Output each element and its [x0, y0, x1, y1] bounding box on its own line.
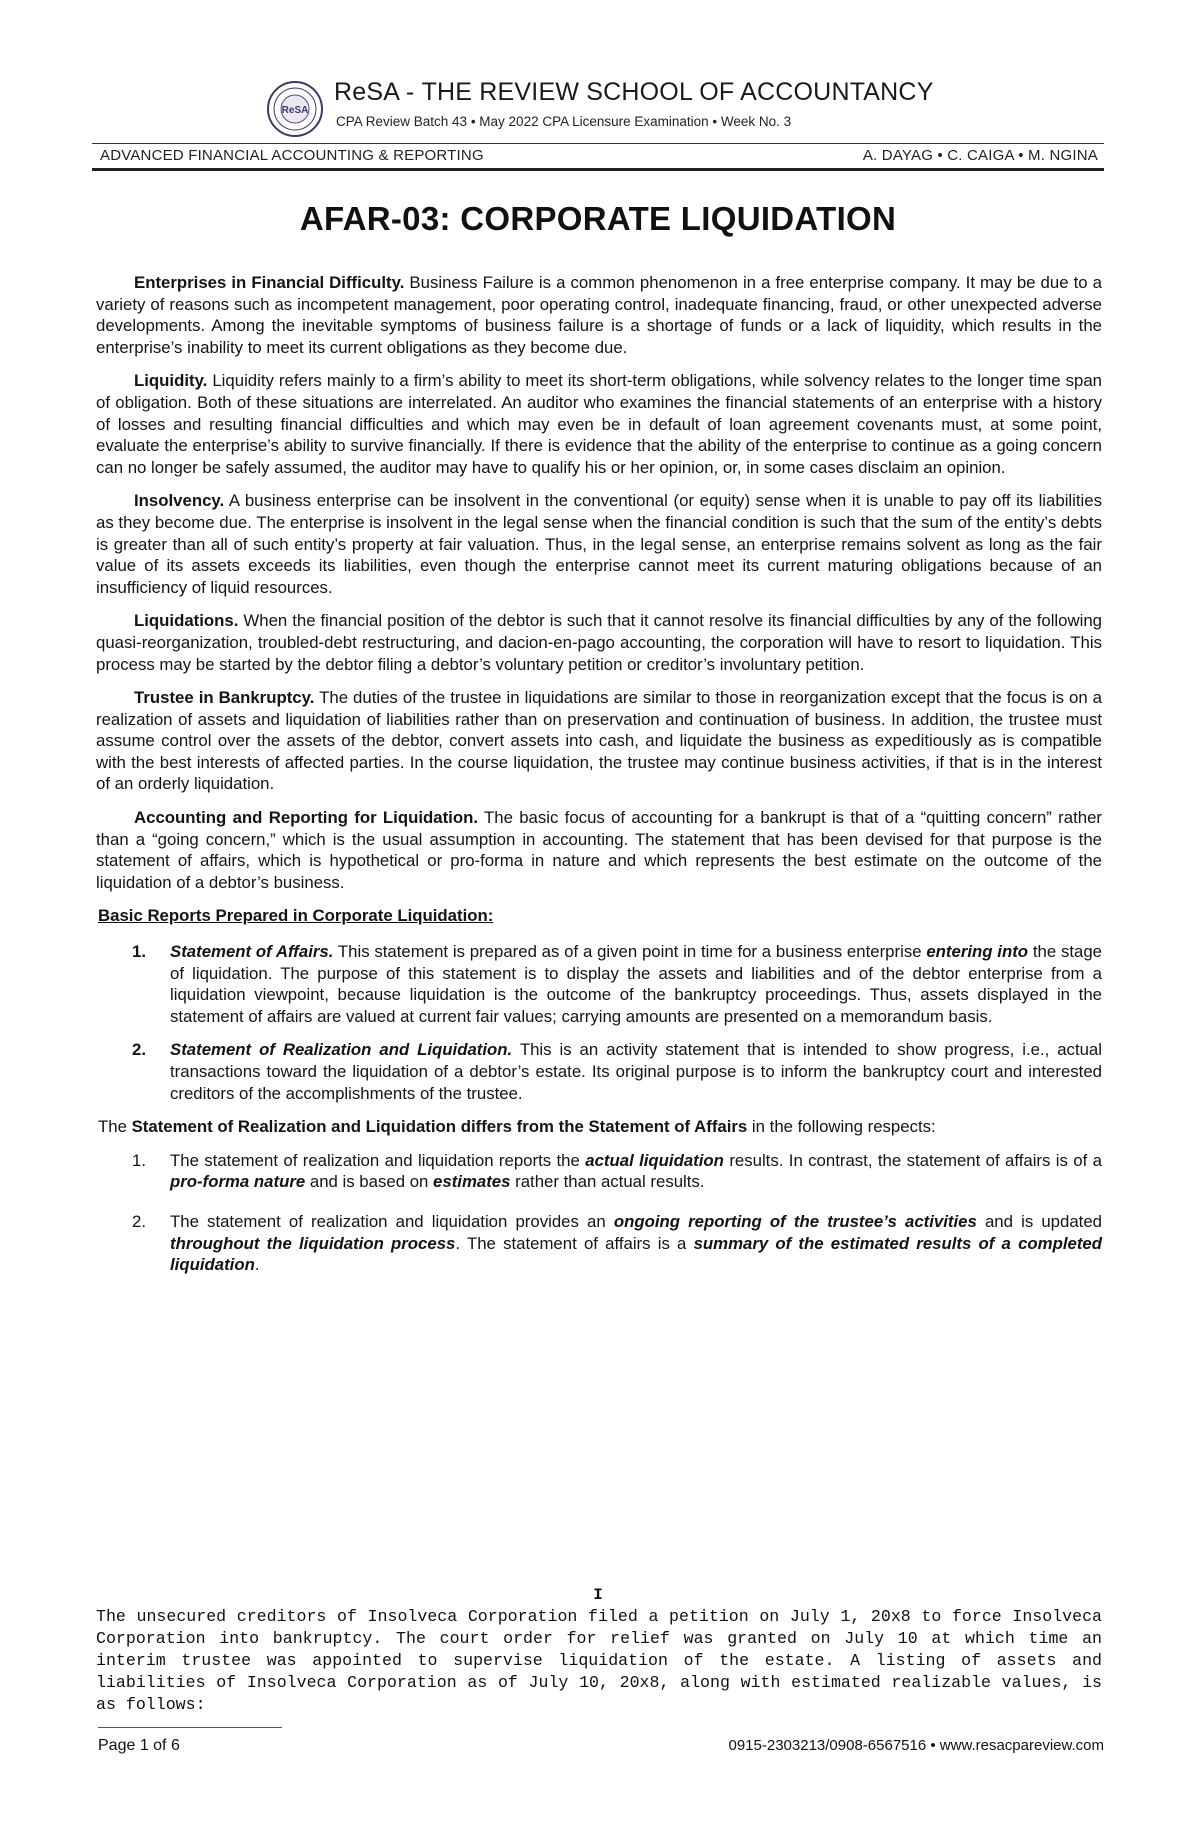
diff-emphasis: summary of the estimated results of a completed liquidation [170, 1233, 1102, 1275]
page-title: AFAR-03: CORPORATE LIQUIDATION [299, 200, 897, 237]
diff-text: and is updated [976, 1211, 1103, 1231]
paragraph-text: The duties of the trustee in liquidations are similar to those in reorganization except that the focus is on a realization of assets and liquidation of liabilities rather than on preservation and continuation of business. In addition, the trustee must assume control over the assets of the debtor, convert assets into cash, and liquidate the business as expeditiously as is compatible with the best interests of affected parties. In the course liquidation, the trustee may continue business activities, if that is in the interest of an orderly liquidation. [96, 688, 1103, 794]
brand-name: ReSA [334, 78, 399, 106]
diff-emphasis: pro-forma nature [170, 1172, 306, 1192]
header [266, 74, 1126, 140]
report-emphasis: entering into [926, 942, 1029, 962]
differences-list [96, 1150, 1102, 1276]
paragraph-text: Liquidity refers mainly to a firm’s ability to meet its short-term obligations, while solvency relates to the longer time span of obligation. Both of these situations are interrelated. An auditor who examines the financial statements of an enterprise with a history of losses and resulting financial difficulties and which may even be in default of loan agreement covenants must, at some point, evaluate the enterprise’s ability to survive financially. If there is evidence that the ability of the enterprise to continue as a going concern can no longer be safely assumed, the auditor may have to qualify his or her opinion, or, in some cases disclaim an opinion. [96, 371, 1102, 477]
paragraph [96, 807, 1102, 893]
paragraph [96, 490, 1102, 598]
diff-emphasis: throughout the liquidation process [170, 1233, 456, 1253]
list-number: 2. [132, 1040, 146, 1060]
differs-text: in the following respects: [747, 1117, 936, 1137]
diff-text: results. In contrast, the statement of affairs is of a [723, 1150, 1102, 1170]
problem-text: The unsecured creditors of Insolveca Corporation filed a petition on July 1, 20x8 to force Insolveca Corporation into bankruptcy. The court order for relief was granted on July 10 at which time an interim trustee was appointed to supervise liquidation of the estate. A listing of assets and liabilities of Insolveca Corporation as of July 10, 20x8, along with estimated realizable values, is as follows: [96, 1607, 1102, 1714]
report-name: Statement of Realization and Liquidation. [170, 1040, 513, 1060]
brand-title: ReSA - THE REVIEW SCHOOL OF ACCOUNTANCY [334, 78, 934, 106]
diff-text: The statement of realization and liquidation provides an [170, 1211, 614, 1231]
problem-number: I [593, 1586, 603, 1604]
header-rule-bottom [92, 168, 1104, 171]
page-number: Page 1 of 6 [98, 1737, 180, 1754]
body [96, 272, 1102, 1294]
section-heading: Basic Reports Prepared in Corporate Liquidation: [98, 906, 494, 926]
footer-rule [98, 1727, 282, 1728]
paragraph-text: When the financial position of the debtor is such that it cannot resolve its financial difficulties by any of the following quasi-reorganization, troubled-debt restructuring, and dacion-en-pago accounting, the corporation will have to resort to liquidation. This process may be started by the debtor filing a debtor’s voluntary petition or creditor’s involuntary petition. [96, 611, 1102, 674]
report-text: the stage of liquidation. The purpose of this statement is to display the assets and liabilities and of the debtor enterprise from a liquidation viewpoint, because liquidation is the outcome of the bankruptcy proceedings. Thus, assets displayed in the statement of affairs are valued at current fair values; carrying amounts are presented on a memorandum basis. [170, 942, 1102, 1026]
differs-lead [98, 1116, 1102, 1138]
reports-list [96, 941, 1102, 1104]
paragraph-text: A business enterprise can be insolvent in the conventional (or equity) sense when it is unable to pay off its liabilities as they become due. The enterprise is insolvent in the legal sense when the financial condition is such that the sum of the entity’s debts is greater than all of such entity’s property at fair valuation. Thus, in the legal sense, an enterprise remains solvent as long as the fair value of its assets exceeds its liabilities, even though the enterprise cannot meet its current maturing obligations because of an insufficiency of liquid resources. [96, 491, 1102, 597]
paragraph-heading: Trustee in Bankruptcy. [134, 688, 315, 708]
diff-text: . [254, 1255, 260, 1275]
resa-seal-icon [266, 80, 324, 138]
subject-label: ADVANCED FINANCIAL ACCOUNTING & REPORTING [100, 147, 484, 164]
list-item [96, 941, 1102, 1027]
diff-text: and is based on [305, 1172, 434, 1192]
differs-bold: Statement of Realization and Liquidation differs from the Statement of Affairs [131, 1117, 748, 1137]
subject-row [92, 144, 1104, 168]
seal-text: ReSA [281, 105, 309, 116]
report-text: This is an activity statement that is intended to show progress, i.e., actual transactions toward the liquidation of a debtor’s estate. Its original purpose is to inform the bankruptcy court and interested creditors of the accomplishments of the trustee. [170, 1040, 1102, 1103]
footer-contact: 0915-2303213/0908-6567516 • www.resacpareview.com [728, 1737, 1104, 1754]
list-item [96, 1039, 1102, 1104]
paragraph [96, 687, 1102, 795]
paragraph-heading: Insolvency. [134, 491, 225, 511]
list-item [96, 1211, 1102, 1276]
brand-tagline: THE REVIEW SCHOOL OF ACCOUNTANCY [421, 78, 934, 106]
authors-label: A. DAYAG • C. CAIGA • M. NGINA [862, 147, 1098, 164]
paragraph-text: Business Failure is a common phenomenon in a free enterprise company. It may be due to a variety of reasons such as incompetent management, poor operating control, inadequate financing, fraud, or other unexpected adverse developments. Among the inevitable symptoms of business failure is a shortage of funds or a lack of liquidity, which results in the enterprise’s inability to meet its current obligations as they become due. [96, 273, 1102, 357]
list-number: 2. [132, 1211, 146, 1231]
batch-line: CPA Review Batch 43 • May 2022 CPA Licensure Examination • Week No. 3 [336, 114, 792, 129]
list-number: 1. [132, 942, 146, 962]
diff-emphasis: estimates [433, 1172, 511, 1192]
list-number: 1. [132, 1150, 146, 1170]
paragraph-heading: Accounting and Reporting for Liquidation. [134, 808, 478, 828]
report-text: This statement is prepared as of a given point in time for a business enterprise [333, 942, 927, 962]
paragraph-text: The basic focus of accounting for a bankrupt is that of a “quitting concern” rather than a “going concern,” which is the usual assumption in accounting. The statement that has been devised for that purpose is the statement of affairs, which is hypothetical or pro-forma in nature and which represents the best estimate on the outcome of the liquidation of a debtor’s business. [96, 808, 1102, 892]
diff-emphasis: actual liquidation [585, 1150, 724, 1170]
list-item [96, 1150, 1102, 1193]
paragraph [96, 370, 1102, 478]
diff-text: . The statement of affairs is a [455, 1233, 694, 1253]
paragraph-heading: Enterprises in Financial Difficulty. [134, 273, 405, 292]
report-name: Statement of Affairs. [170, 942, 334, 962]
differs-text: The [98, 1117, 132, 1137]
paragraph-heading: Liquidity. [134, 371, 208, 391]
paragraph-heading: Liquidations. [134, 611, 239, 631]
paragraph [96, 610, 1102, 675]
diff-text: The statement of realization and liquidation reports the [170, 1150, 586, 1170]
diff-text: rather than actual results. [510, 1172, 705, 1192]
diff-emphasis: ongoing reporting of the trustee’s activities [613, 1211, 977, 1231]
paragraph [96, 272, 1102, 358]
